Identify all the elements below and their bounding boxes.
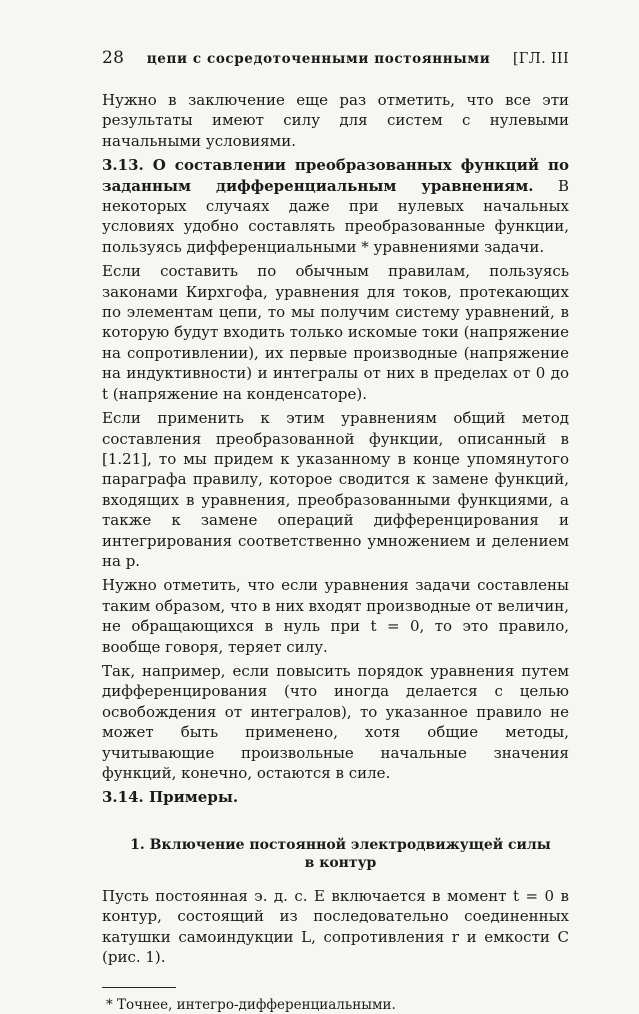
paragraph-1: Нужно в заключение еще раз отметить, что все эти результаты имеют силу для систем с нулевыми начальными условиями.: [102, 91, 569, 150]
footnote: * Точнее, интегро-дифференциальными.: [106, 997, 396, 1014]
subsection-title: [102, 836, 569, 872]
paragraph-6: Так, например, если повысить порядок уравнения путем дифференцирования (что иногда делается с целью освобождения от интегралов), то указанное правило не может быть применено, хотя общие методы, учитывающие произвольные начальные значения функций, конечно, остаются в силе.: [102, 661, 569, 782]
section-3-13-text: В некоторых случаях даже при нулевых начальных условиях удобно составлять преобразованные функции, пользуясь дифференциальными * уравнениями задачи.: [102, 176, 569, 256]
section-heading-3-14: 3.14. Примеры.: [102, 788, 239, 807]
page-header: [102, 48, 569, 68]
paragraph-3: Если составить по обычным правилам, пользуясь законами Кирхгофа, уравнения для токов, протекающих по элементам цепи, то мы получим систему уравнений, в которую будут входить только искомые токи (напряжение на сопротивлении), их первые производные (напряжение на индуктивности) и интегралы от них в пределах от 0 до t (напряжение на конденсаторе).: [102, 262, 569, 403]
subsection-title-line-1: 1. Включение постоянной электродвижущей силы: [130, 836, 551, 853]
paragraph-section-3-14: [102, 787, 569, 807]
section-heading-3-13: 3.13. О составлении преобразованных функций по заданным дифференциальным уравнениям.: [102, 156, 569, 195]
paragraph-4: Если применить к этим уравнениям общий метод составления преобразованной функции, описанный в [1.21], то мы придем к указанному в конце упомянутого параграфа правилу, которое сводится к замене функций, входящих в уравнения, преобразованными функциями, а также к замене операций дифференцирования и интегрирования соответственно умножением и делением на p.: [102, 409, 569, 570]
chapter-label: [ГЛ. III: [512, 51, 569, 67]
running-title: цепи с сосредоточенными постоянными: [146, 51, 491, 67]
footnote-rule: [102, 987, 176, 988]
subsection-title-line-2: в контур: [304, 854, 377, 871]
paragraph-8: Пусть постоянная э. д. с. E включается в момент t = 0 в контур, состоящий из последовательно соединенных катушки самоиндукции L, сопротивления r и емкости C (рис. 1).: [102, 886, 569, 967]
paragraph-5: Нужно отметить, что если уравнения задачи составлены таким образом, что в них входят производные от величин, не обращающихся в нуль при t = 0, то это правило, вообще говоря, теряет силу.: [102, 576, 569, 656]
page-number: 28: [102, 48, 125, 68]
paragraph-section-3-13: [102, 155, 569, 257]
